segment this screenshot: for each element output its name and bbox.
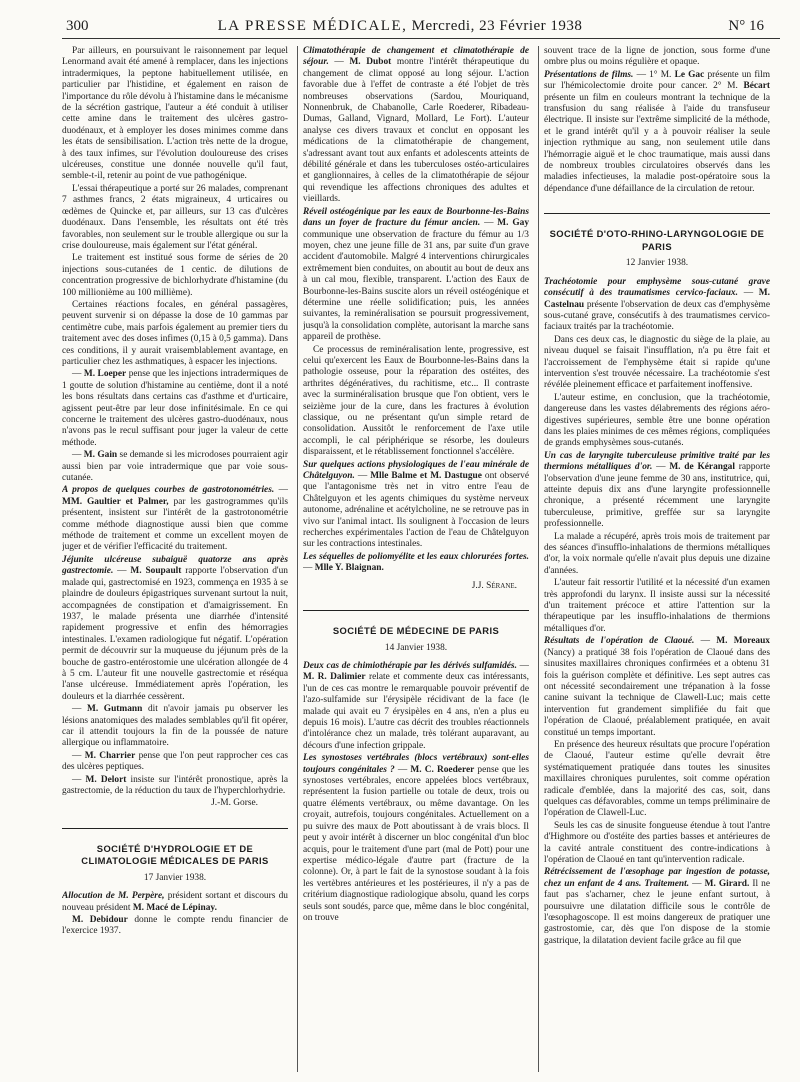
paragraph: Par ailleurs, en poursuivant le raisonnement par lequel Lenormand avait été amené à remplacer, dans les injections intradermiques, la peptone habituellement utilisée, en particulier par l'histidine, et également en raison de l'importance du rôle dévolu à l'histamine dans le mécanisme de la sécrétion gastrique, l'auteur a été conduit à utiliser cette amine dans le traitement des ulcères gastro-duodénaux, et à employer les doses minimes comme dans les états de sensibilisation. L'action très nette de la drogue, à des taux infimes, sur l'évolution douloureuse des crises ulcéreuses, constitue une donnée nouvelle qu'il faut, semble-t-il, retenir au point de vue pathogénique. (62, 46, 288, 182)
paragraph: En présence des heureux résultats que procure l'opération de Claoué, l'auteur estime qu'elle devrait être systématiquement pratiquée dans toutes les sinusites maxillaires chroniques purulentes, soit comme opération radicale d'emblée, dans la majorité des cas, soit, dans quelques cas défavorables, comme un temps préliminaire de l'opération de Clawell-Luc. (544, 739, 770, 819)
section-title: SOCIÉTÉ D'OTO-RHINO-LARYNGOLOGIE DE PARIS (549, 228, 765, 252)
speaker-name: M. Gutmann (86, 704, 143, 715)
paragraph: — M. Gutmann dit n'avoir jamais pu observer les lésions anatomiques des malades semblables qu'il fit opérer, car il attendit toujours la fin de la poussée de nature allergique ou inflammatoire. (62, 704, 288, 749)
article-heading: Jéjunite ulcéreuse subaiguë quatorze ans après gastrectomie. (62, 554, 288, 577)
speaker-name: MM. Gaultier et Palmer, (62, 496, 169, 507)
paragraph: Présentations de films. — 1° M. Le Gac présente un film sur l'hémicolectomie droite pour cancer. 2° M. Bécart présente un film en couleurs montrant la technique de la transfusion du sang réalisée à l'aide du transfuseur électrique. Il insiste sur l'extrême simplicité de la méthode, et le grand intérêt qu'il y a à pouvoir réaliser la seule injection rythmique au sang, non seulement utile dans l'hémorragie aiguë et le choc traumatique, mais aussi dans de nombreux troubles circulatoires observés dans les maladies infectieuses, la maladie post-opératoire sous la dépendance d'une défaillance de la circulation de retour. (544, 69, 770, 194)
section-header (62, 828, 288, 884)
section-title: SOCIÉTÉ D'HYDROLOGIE ET DE CLIMATOLOGIE MÉDICALES DE PARIS (81, 842, 269, 867)
article-heading: Sur quelques actions physiologiques de l'eau minérale de Châtelguyon. (303, 459, 529, 482)
paragraph: M. Debidour donne le compte rendu financier de l'exercice 1937. (62, 915, 288, 937)
speaker-name: Le Gac (674, 69, 705, 80)
page-number: 300 (66, 18, 89, 34)
speaker-name: M. Castelnau (544, 288, 770, 310)
speaker-name: M. de Kérangal (669, 462, 735, 473)
speaker-name: M. Macé de Lépinay. (132, 902, 217, 913)
paragraph: — M. Delort insiste sur l'intérêt pronostique, après la gastrectomie, de la réduction du taux de l'hyperchlorhydrie. (62, 774, 288, 796)
speaker-name: M. Gay (497, 218, 529, 229)
paragraph: — M. Loeper pense que les injections intradermiques de 1 goutte de solution d'histamine au centième, dont il a noté les bons résultats dans certains cas d'asthme et d'urticaire, agissent peut-être par leur dose infinitésimale. En ce qui concerne le traitement des ulcères gastro-duodénaux, nous n'avons pas le recul suffisant pour juger la valeur de cette méthode. (62, 369, 288, 448)
article-heading: Résultats de l'opération de Claoué. (544, 636, 695, 647)
header-rule (62, 38, 780, 39)
paragraph: Allocution de M. Perpère, président sortant et discours du nouveau président M. Macé de Lépinay. (62, 891, 288, 913)
paragraph: Deux cas de chimiothérapie par les dérivés sulfamidés. — M. R. Dalimier relate et commente deux cas intéressants, l'un de ces cas montre le remarquable pouvoir préventif de l'azo-sulfamide sur l'érysipèle récidivant de la face (le malade qui avait eu 7 érysipèles en 4 ans, n'en a plus eu depuis 16 mois). L'autre cas décrit des troubles réactionnels d'intolérance chez un malade, très tolérant auparavant, au décours d'une infection grippale. (303, 661, 529, 751)
paragraph: Le traitement est institué sous forme de séries de 20 injections sous-cutanées de 1 centic. de dilutions de concentration progressive de bichlorhydrate d'histamine (du 100 millionième au 100 millième). (62, 253, 288, 298)
speaker-name: M. Soupault (130, 566, 182, 577)
paragraph: souvent trace de la ligne de jonction, sous forme d'une ombre plus ou moins régulière et opaque. (544, 46, 770, 68)
issue-date: Mercredi, 23 Février 1938 (411, 18, 583, 34)
paragraph: Ce processus de reminéralisation lente, progressive, est celui qu'exercent les Eaux de Bourbonne-les-Bains dans la pathologie osseuse, pour la réparation des ostéites, des arthrites dégénératives, du rachitisme, etc... Il contraste avec la surminéralisation brusque que l'on obtient, vers le seizième jour de la cure, dans les fractures à évolution classique, ou ne présentant qu'un simple retard de consolidation. Aussitôt le renforcement de l'axe utile accompli, le cal périphérique se résorbe, les douleurs disparaissent, et le rétablissement fonctionnel s'accélère. (303, 344, 529, 458)
paragraph: L'auteur estime, en conclusion, que la trachéotomie, dangereuse dans les vastes délabrements des régions aéro-digestives supérieures, semble être une bonne opération dans les plaies minimes de ces mêmes régions, compliquées de grands emphysèmes sous-cutanés. (544, 392, 770, 449)
article-heading: Climatothérapie de changement et climatothérapie de séjour. (303, 46, 529, 68)
column-left (62, 46, 288, 1072)
speaker-name: Mlle Y. Blaignan. (314, 563, 384, 574)
section-header (303, 610, 529, 654)
paragraph: La malade a récupéré, après trois mois de traitement par des séances d'insufflo-inhalations de thermions métalliques d'or, la voix normale qu'elle n'avait plus depuis une dizaine d'années. (544, 531, 770, 576)
section-date: 17 Janvier 1938. (143, 872, 207, 883)
paragraph: Certaines réactions focales, en général passagères, peuvent survenir si on dépasse la dose de 10 gammas par centimètre cube, mais parfois également au premier tiers du traitement avec des doses infimes (0,15 à 0,5 gamma). Dans ces conditions, il y aurait vraisemblablement avantage, en particulier chez les asthmatiques, à espacer les injections. (62, 299, 288, 367)
speaker-name: M. Moreaux (716, 636, 770, 647)
paragraph: L'auteur fait ressortir l'utilité et la nécessité d'un examen très approfondi du larynx. Il insiste aussi sur la nécessité d'un traitement précoce et attire l'attention sur la thérapeutique par les insufflo-inhalations de thermions métalliques d'or. (544, 578, 770, 634)
article-heading: Les séquelles de poliomyélite et les eaux chlorurées fortes. (303, 551, 529, 562)
article-heading: Rétrécissement de l'œsophage par ingestion de potasse, chez un enfant de 4 ans. Traitement. (544, 867, 770, 889)
paragraph: Réveil ostéogénique par les eaux de Bourbonne-les-Bains dans un foyer de fracture du fémur ancien. — M. Gay communique une observation de fracture du fémur au 1/3 moyen, chez une jeune fille de 31 ans, par suite d'un grave accident d'automobile. Malgré 4 interventions chirurgicales extrêmement bien conduites, on aboutit au bout de deux ans à un cal mou, flexible, transparent. L'action des Eaux de Bourbonne-les-Bains suscite alors un réveil ostéogénique et détermine une réelle solidification; puis, les années suivantes, la reminéralisation se poursuit progressivement, jusqu'à la consolidation complète, autorisant la marche sans appareil de prothèse. (303, 206, 529, 343)
section-date: 14 Janvier 1938. (384, 642, 448, 653)
column-middle (303, 46, 529, 1072)
journal-title (28, 18, 772, 35)
column-right (544, 46, 770, 1072)
author-signature: J.J. Sérane. (471, 580, 517, 591)
speaker-name: M. Charrier (84, 750, 136, 761)
speaker-name: M. Girard. (704, 878, 750, 889)
speaker-name: Bécart (743, 81, 770, 92)
paragraph: Un cas de laryngite tuberculeuse primitive traité par les thermions métalliques d'or. — M. de Kérangal rapporte l'observation d'une jeune femme de 30 ans, institutrice, qui, atteinte depuis dix ans d'une laryngite professionnelle chronique, a présenté récemment une laryngite tuberculeuse, primitive, greffée sur sa laryngite professionnelle. (544, 450, 770, 530)
section-title: SOCIÉTÉ DE MÉDECINE DE PARIS (332, 625, 500, 637)
paragraph: Rétrécissement de l'œsophage par ingestion de potasse, chez un enfant de 4 ans. Traitement. — M. Girard. Il ne faut pas s'acharner, chez le jeune enfant surtout, à poursuivre une dilatation difficile sous le contrôle de l'œsophagoscope. Il est moins dangereux de pratiquer une gastrostomie, car, dès que l'on dispose de la stomie gastrique, la dilatation devient facile grâce au fil que (544, 867, 770, 946)
page-header (28, 18, 772, 40)
paragraph: — M. Charrier pense que l'on peut rapprocher ces cas des ulcères peptiques. (62, 750, 288, 773)
article-heading: A propos de quelques courbes de gastrotonométries. (62, 485, 275, 496)
paragraph: Seuls les cas de sinusite fongueuse étendue à tout l'antre d'Highmore ou d'ostéite des parties basses et antérieures de la cavité antrale constituent des contre-indications à l'opération de Claoué en tant qu'intervention radicale. (544, 820, 770, 865)
paragraph: Sur quelques actions physiologiques de l'eau minérale de Châtelguyon. — Mlle Balme et M. Dastugue ont observé que l'antagonisme très net in vitro entre l'eau de Châtelguyon et les agents chimiques du système nerveux autonome, adrénaline et acétylcholine, ne se retrouve pas in vivo sur l'animal intact. Ils soulignent à l'occasion de leurs recherches expérimentales l'action de l'eau de Châtelguyon sur les contractions intestinales. (303, 459, 529, 550)
article-heading: Un cas de laryngite tuberculeuse primitive traité par les thermions métalliques d'or. (544, 450, 770, 473)
article-heading: Trachéotomie pour emphysème sous-cutané grave consécutif à des traumatismes cervico-faciaux. (544, 276, 770, 299)
speaker-name: M. Loeper (83, 369, 127, 380)
paragraph: Les synostoses vertébrales (blocs vertébraux) sont-elles toujours congénitales ? — M. C. Roederer pense que les synostoses vertébrales, encore appelées blocs vertébraux, représentent la fusion partielle ou totale de deux, trois ou quatre éléments vertébraux, ou même davantage. On les croyait, autrefois, toujours congénitales. Actuellement on a pu suivre des maux de Pott aboutissant à de vrais blocs. Il peut y avoir intérêt à discerner un bloc congénital d'un bloc acquis, pour le traitement d'une part (mal de Pott) pour une expertise médico-légale d'autre part (fracture de la colonne). Or, à part le fait de la synostose soudant à la fois les vertèbres antérieures et les postérieures, il n'y a pas de critérium diagnostique radiologique absolu, quand les corps seuls sont soudés, parce que, même dans le bloc congénital, on trouve (303, 753, 529, 923)
article-heading: Les synostoses vertébrales (blocs vertébraux) sont-elles toujours congénitales ? (303, 753, 529, 775)
speaker-name: M. C. Roederer (410, 764, 475, 775)
author-signature: J.-M. Gorse. (211, 798, 258, 809)
article-heading: Réveil ostéogénique par les eaux de Bourbonne-les-Bains dans un foyer de fracture du fémur ancien. (303, 206, 529, 229)
speaker-name: M. Debidour (72, 915, 128, 926)
article-heading: Allocution de M. Perpère, (62, 891, 165, 902)
paragraph: — M. Gain se demande si les microdoses pourraient agir aussi bien par voie intradermique que par voie sous-cutanée. (62, 450, 288, 484)
section-header (544, 213, 770, 269)
paragraph: A propos de quelques courbes de gastrotonométries. — MM. Gaultier et Palmer, par les gastrogrammes qu'ils présentent, insistent sur l'intérêt de la gastrotonométrie comme méthode diagnostique aussi bien que comme méthode de traitement et comme un excellent moyen de juger et de vérifier l'efficacité du traitement. (62, 485, 288, 553)
speaker-name: M. Delort (85, 774, 127, 785)
paragraph: L'essai thérapeutique a porté sur 26 malades, comprenant 7 asthmes francs, 2 états migraineux, 4 urticaires ou œdèmes de Quincke et, par ailleurs, sur 13 cas d'ulcères duodénaux. Dans l'ensemble, les résultats ont été très favorables, non seulement sur le trouble allergique ou sur la crise douloureuse, mais également sur l'état général. (62, 183, 288, 251)
paragraph: Dans ces deux cas, le diagnostic du siège de la plaie, au niveau duquel se faisait l'insufflation, n'a pu être fait et l'accroissement de l'emphysème était si rapide qu'une intervention s'est trouvée nécessaire. La trachéotomie s'est révélée pleinement efficace et parfaitement inoffensive. (544, 334, 770, 391)
article-heading: Deux cas de chimiothérapie par les dérivés sulfamidés. (303, 661, 517, 671)
paragraph: Les séquelles de poliomyélite et les eaux chlorurées fortes. — Mlle Y. Blaignan. (303, 551, 529, 574)
speaker-name: M. Gain (83, 450, 118, 461)
speaker-name: Mlle Balme et M. Dastugue (370, 471, 482, 482)
journal-name: LA PRESSE MÉDICALE, (217, 18, 408, 34)
paragraph: Trachéotomie pour emphysème sous-cutané grave consécutif à des traumatismes cervico-faciaux. — M. Castelnau présente l'observation de deux cas d'emphysème sous-cutané grave, consécutifs à des traumatismes cervico-faciaux traités par la trachéotomie. (544, 276, 770, 333)
section-date: 12 Janvier 1938. (625, 258, 689, 269)
paragraph: Résultats de l'opération de Claoué. — M. Moreaux (Nancy) a pratiqué 38 fois l'opération de Claoué dans des sinusites maxillaires chroniques confirmées et a obtenu 31 fois la guérison complète et définitive. Les sept autres cas ont nécessité secondairement une trépanation à la fosse canine suivant la technique de Clawell-Luc; mais cette intervention fut grandement simplifiée du fait que l'opération de Claoué, préalablement pratiquée, en avait constitué un temps important. (544, 636, 770, 738)
paragraph: Jéjunite ulcéreuse subaiguë quatorze ans après gastrectomie. — M. Soupault rapporte l'observation d'un malade qui, gastrectomisé en 1923, commença en 1935 à se plaindre de douleurs épigastriques survenant surtout la nuit, accompagnées de constipation et d'amaigrissement. En 1937, le malade présenta une diarrhée d'intensité rapidement progressive et enfin des hémorragies intestinales. L'examen radiologique fut négatif. L'opération permit de découvrir sur la muqueuse du jéjunum près de la bouche de gastro-entérostomie une ulcération allongée de 4 à 5 cm. L'auteur fit une nouvelle gastrectomie et réséqua l'anse ulcéreuse. Immédiatement après l'opération, les douleurs et la diarrhée cessèrent. (62, 554, 288, 702)
article-heading: Présentations de films. (544, 69, 634, 80)
paragraph: Climatothérapie de changement et climatothérapie de séjour. — M. Dubot montre l'intérêt thérapeutique du changement de climat opposé au long séjour. L'action favorable due à l'effet de contraste a été l'objet de très nombreuses observations (Sardou, Mouriquand, Nonnenbruk, de Chabanolle, Carle Roederer, Ribadeau-Dumas, Galland, Vignard, Mollard, Le Fort). L'auteur analyse ces divers travaux et conclut en opposant les médications de la climatothérapie de changement, s'adressant avant tout aux enfants et adolescents atteints de débilité générale et dans les tuberculoses ostéo-articulaires et ganglionnaires, à celles de la climatothérapie de séjour qui revendique les affections chroniques des adultes et vieillards. (303, 46, 529, 205)
issue-number: N° 16 (728, 18, 764, 34)
speaker-name: M. R. Dalimier (303, 672, 366, 683)
speaker-name: M. Dubot (349, 57, 392, 68)
